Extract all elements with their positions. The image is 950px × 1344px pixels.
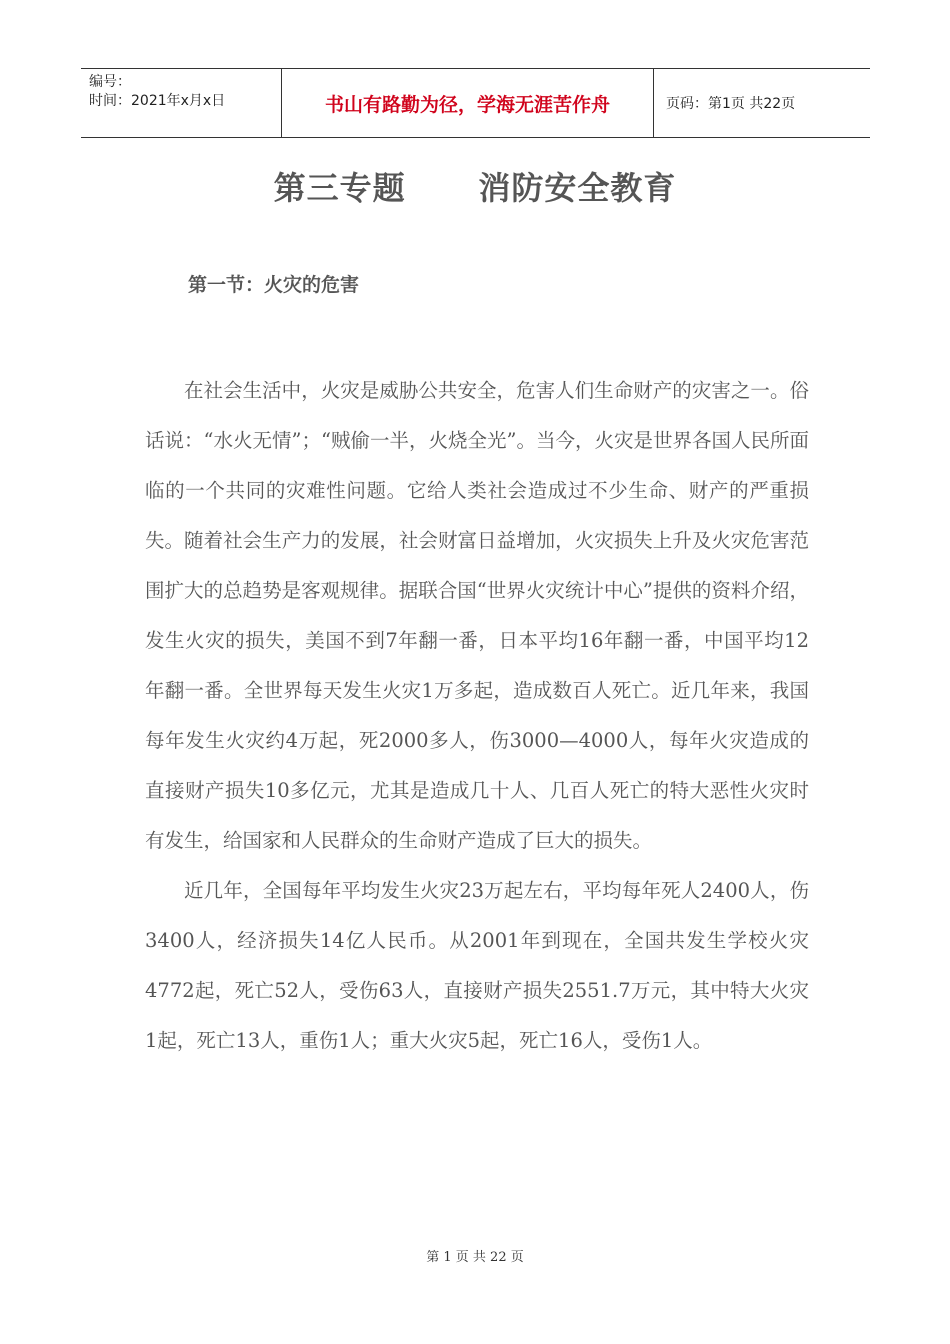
- header-meta: [81, 69, 281, 137]
- document-number-label: 编号：: [89, 74, 131, 90]
- header-page-info: 页码：第1页 共22页: [666, 96, 796, 112]
- paragraph: 在社会生活中，火灾是威胁公共安全，危害人们生命财产的灾害之一。俗话说：“水火无情”；“贼偷一半，火烧全光”。当今，火灾是世界各国人民所面临的一个共同的灾难性问题。它给人类社会造成过不少生命、财产的严重损失。随着社会生产力的发展，社会财富日益增加，火灾损失上升及火灾危害范围扩大的总趋势是客观规律。据联合国“世界火灾统计中心”提供的资料介绍，发生火灾的损失，美国不到7年翻一番，日本平均16年翻一番，中国平均12年翻一番。全世界每天发生火灾1万多起，造成数百人死亡。近几年来，我国每年发生火灾约4万起，死2000多人，伤3000—4000人，每年火灾造成的直接财产损失10多亿元，尤其是造成几十人、几百人死亡的特大恶性火灾时有发生，给国家和人民群众的生命财产造成了巨大的损失。: [145, 379, 809, 852]
- document-title: 第三专题 消防安全教育: [273, 169, 677, 207]
- section-heading: 第一节：火灾的危害: [188, 274, 360, 296]
- paragraph: 近几年，全国每年平均发生火灾23万起左右，平均每年死人2400人，伤3400人，经济损失14亿人民币。从2001年到现在，全国共发生学校火灾4772起，死亡52人，受伤63人，直接财产损失2551.7万元，其中特大火灾1起，死亡13人，重伤1人；重大火灾5起，死亡16人，受伤1人。: [145, 879, 809, 1052]
- page-header: [81, 68, 870, 138]
- header-motto: 书山有路勤为径，学海无涯苦作舟: [281, 69, 654, 137]
- document-date: 时间：2021年x月x日: [89, 93, 226, 109]
- page-footer: 第 1 页 共 22 页: [426, 1250, 524, 1265]
- body-text: [145, 366, 809, 1066]
